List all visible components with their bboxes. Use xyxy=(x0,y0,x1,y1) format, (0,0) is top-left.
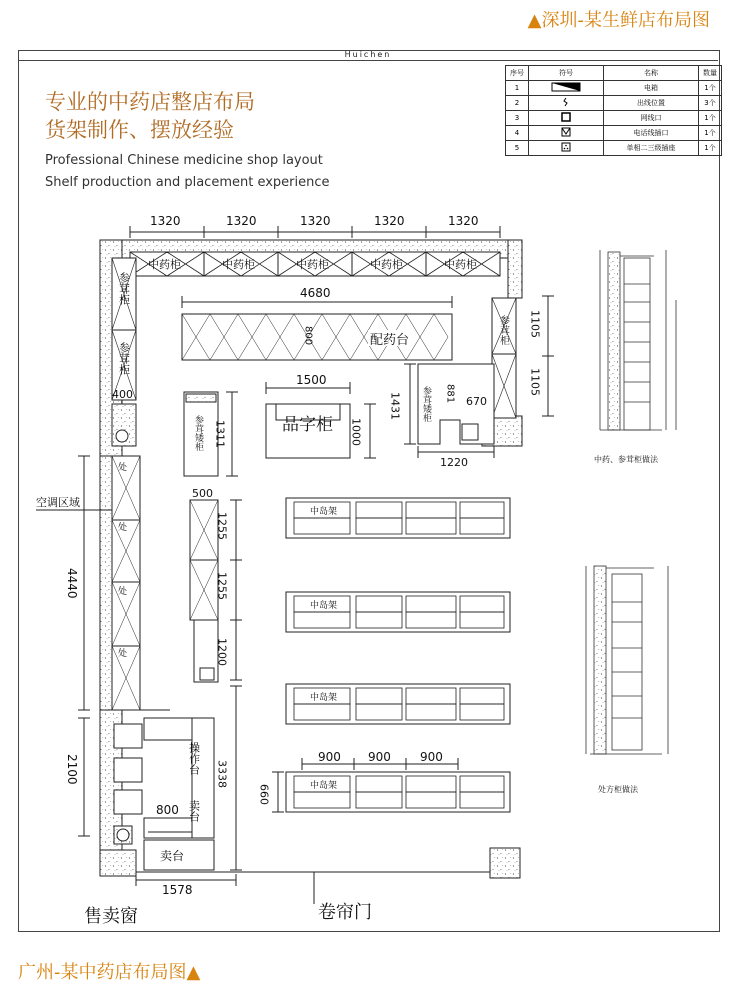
title-cn-line1: 专业的中药店整店布局 xyxy=(45,90,255,114)
legend-name: 单相二三级插座 xyxy=(604,141,699,156)
legend-no: 5 xyxy=(506,141,529,156)
top-cabinet-label: 中药柜 xyxy=(444,258,477,271)
dispensing-label: 配药台 xyxy=(370,333,410,348)
right-dimensions xyxy=(542,296,554,416)
island-label: 中岛架 xyxy=(310,781,338,791)
top-dim-label: 1320 xyxy=(448,214,479,228)
dim-400: 400 xyxy=(112,388,133,401)
legend-header-qty: 数量 xyxy=(699,66,722,81)
presc-cell: 处 xyxy=(118,523,128,533)
dim-4680: 4680 xyxy=(300,286,331,300)
right-dim-label: 1105 xyxy=(528,310,542,338)
work-label: 操作台 xyxy=(187,742,201,775)
dim-1000: 1000 xyxy=(349,418,363,446)
dim-670: 670 xyxy=(466,395,487,408)
column-circle xyxy=(116,430,128,442)
dim-1311: 1311 xyxy=(213,420,227,448)
legend-header-no: 序号 xyxy=(506,66,529,81)
counters xyxy=(144,718,214,870)
bottom-caption: 广州-某中药店布局图▲ xyxy=(18,962,201,983)
legend-qty: 1个 xyxy=(699,141,722,156)
legend-name: 出线位置 xyxy=(604,96,699,111)
vertical-dim-3338 xyxy=(230,686,242,870)
dim-1431: 1431 xyxy=(388,392,402,420)
legend-no: 4 xyxy=(506,126,529,141)
aircon-label: 空调区域 xyxy=(36,496,80,509)
top-dim-label: 1320 xyxy=(226,214,257,228)
right-dim-label: 1105 xyxy=(528,368,542,396)
island-label: 中岛架 xyxy=(310,507,338,517)
dim-1220: 1220 xyxy=(440,456,468,469)
dim-2100: 2100 xyxy=(65,754,79,785)
counter-label: 卖台 xyxy=(160,849,185,863)
dim-800b: 800 xyxy=(156,803,179,817)
dispensing-counter xyxy=(182,296,452,360)
counter-side-label: 卖台 xyxy=(187,800,201,822)
dim-1255: 1255 xyxy=(215,512,229,540)
right-wall-upper xyxy=(508,240,522,298)
pinzi-label: 品字柜 xyxy=(282,415,333,435)
dim-800: 800 xyxy=(302,326,314,346)
detail-drawing-lower xyxy=(586,566,668,754)
legend-no: 2 xyxy=(506,96,529,111)
left-dimensions xyxy=(78,456,90,836)
island-label: 中岛架 xyxy=(310,601,338,611)
legend-no: 1 xyxy=(506,81,529,96)
legend-name: 网线口 xyxy=(604,111,699,126)
low-cabinet-label-right: 参茸矮柜 xyxy=(421,386,431,422)
top-cabinet-label: 中药柜 xyxy=(222,258,255,271)
island-label: 中岛架 xyxy=(310,693,338,703)
top-cabinet-label: 中药柜 xyxy=(296,258,329,271)
presc-cell: 处 xyxy=(118,649,128,659)
legend-qty: 1个 xyxy=(699,81,722,96)
top-cabinet-label: 中药柜 xyxy=(148,258,181,271)
right-column xyxy=(490,848,520,878)
dim-500: 500 xyxy=(192,487,213,500)
top-cabinets xyxy=(130,252,500,276)
title-en-line2: Shelf production and placement experience xyxy=(45,175,330,190)
top-dim-label: 1320 xyxy=(374,214,405,228)
dim-3338: 3338 xyxy=(215,760,229,788)
detail-drawing-upper xyxy=(600,250,676,430)
dim-1500: 1500 xyxy=(296,373,327,387)
top-dim-label: 1320 xyxy=(150,214,181,228)
island-shelves xyxy=(286,498,510,812)
legend-name: 电箱 xyxy=(604,81,699,96)
door-label: 卷帘门 xyxy=(318,902,372,923)
dim-1200: 1200 xyxy=(215,638,229,666)
legend-qty: 3个 xyxy=(699,96,722,111)
legend-no: 3 xyxy=(506,111,529,126)
legend-header-symbol: 符号 xyxy=(529,66,604,81)
dim-660: 660 xyxy=(257,784,271,805)
dim-1255: 1255 xyxy=(215,572,229,600)
legend-name: 电话线插口 xyxy=(604,126,699,141)
title-cn-line2: 货架制作、摆放经验 xyxy=(45,118,234,142)
top-caption: ▲深圳-某生鲜店布局图 xyxy=(527,10,710,31)
left-cabinet-label: 参茸柜 xyxy=(117,342,131,375)
lower-detail-caption: 处方柜做法 xyxy=(598,785,638,794)
presc-cell: 处 xyxy=(118,587,128,597)
brand-strip: Huichen xyxy=(18,50,718,61)
island-dim: 900 xyxy=(368,750,391,764)
upper-detail-caption: 中药、参茸柜做法 xyxy=(594,455,658,464)
low-cabinet-label: 参茸矮柜 xyxy=(193,415,203,451)
left-cabinet-label: 参茸柜 xyxy=(117,272,131,305)
top-cabinet-label: 中药柜 xyxy=(370,258,403,271)
island-dim: 900 xyxy=(420,750,443,764)
legend-qty: 1个 xyxy=(699,126,722,141)
legend-qty: 1个 xyxy=(699,111,722,126)
bottom-left-column xyxy=(100,850,136,876)
dim-1578: 1578 xyxy=(162,883,193,897)
legend-header-name: 名称 xyxy=(604,66,699,81)
dim-881: 881 xyxy=(444,384,456,404)
dim-4440: 4440 xyxy=(65,568,79,599)
island-dim: 900 xyxy=(318,750,341,764)
title-en-line1: Professional Chinese medicine shop layout xyxy=(45,153,323,168)
top-dim-label: 1320 xyxy=(300,214,331,228)
right-cabinet-label: 参茸柜 xyxy=(497,315,509,345)
presc-cell: 处 xyxy=(118,463,128,473)
window-label: 售卖窗 xyxy=(84,906,138,927)
